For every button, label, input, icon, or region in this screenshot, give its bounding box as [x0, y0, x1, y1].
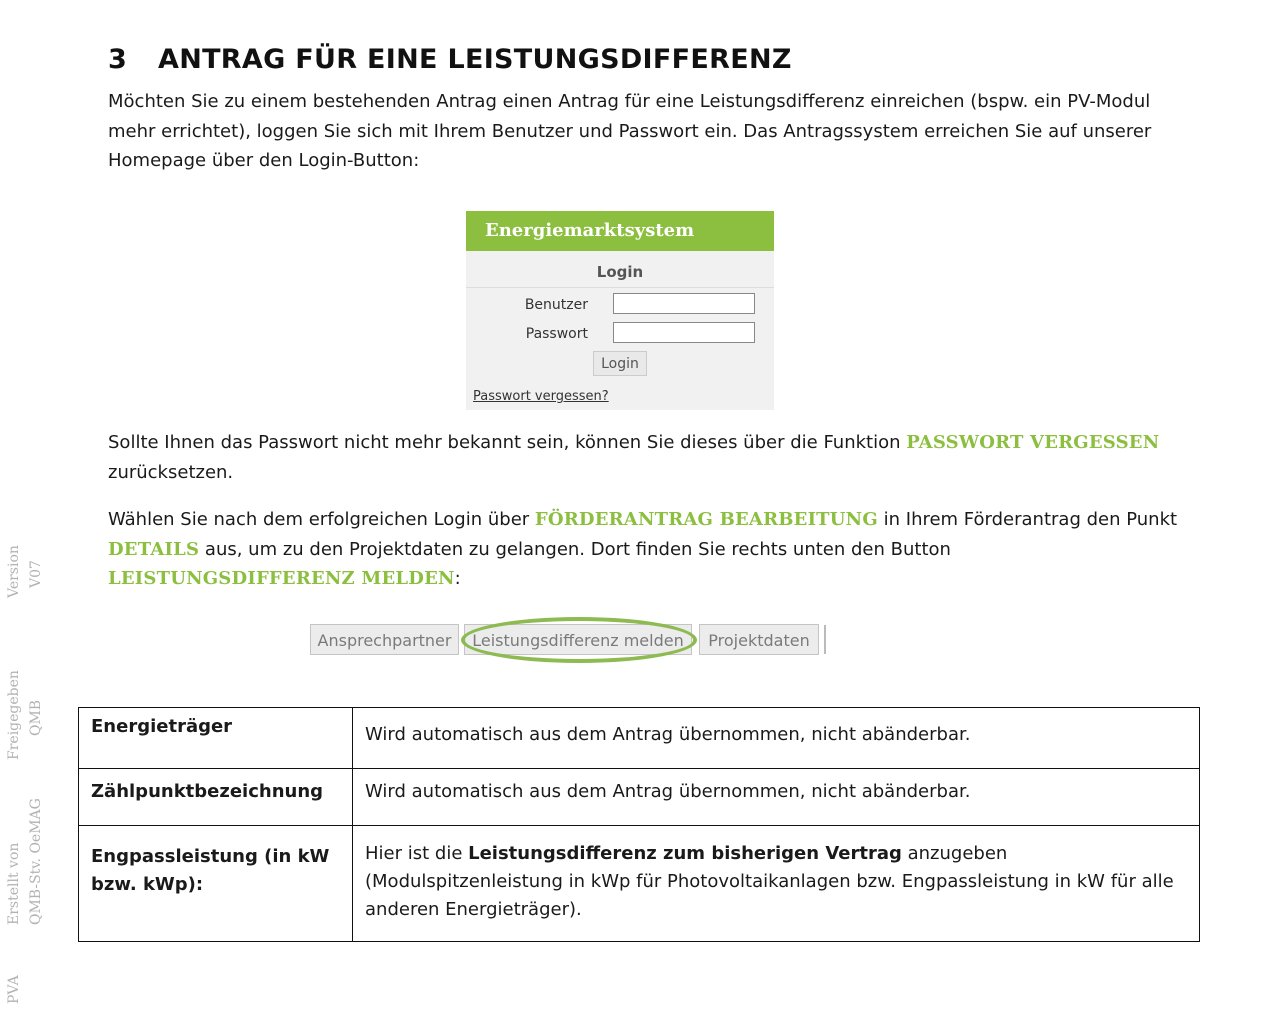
- table-value: Wird automatisch aus dem Antrag übernommen, nicht abänderbar.: [353, 769, 1200, 826]
- forgot-text-before: Sollte Ihnen das Passwort nicht mehr bekannt sein, können Sie dieses über die Funktion: [108, 432, 907, 453]
- contact-person-button[interactable]: Ansprechpartner: [310, 624, 459, 655]
- forgot-password-link[interactable]: Passwort vergessen?: [473, 389, 609, 404]
- section-number: 3: [108, 44, 128, 75]
- approved-label: Freigegeben: [6, 670, 22, 760]
- table-key: Zählpunktbezeichnung: [79, 769, 353, 826]
- select-text-4: :: [454, 568, 461, 589]
- table-row: [79, 826, 1200, 942]
- version-stamp: [3, 545, 47, 598]
- table-key: Energieträger: [79, 708, 353, 769]
- section-heading: [108, 44, 792, 75]
- select-highlight-3: LEISTUNGSDIFFERENZ MELDEN: [108, 568, 455, 589]
- user-input[interactable]: [613, 293, 755, 314]
- button-row-divider: [824, 625, 826, 654]
- created-value: QMB-Stv. OeMAG: [28, 798, 44, 925]
- created-stamp: [3, 798, 47, 925]
- project-data-button[interactable]: Projektdaten: [699, 624, 819, 655]
- forgot-paragraph: [108, 428, 1183, 487]
- approved-value: QMB: [28, 699, 44, 736]
- field-table: [78, 707, 1200, 942]
- select-text-2: in Ihrem Förderantrag den Punkt: [877, 509, 1178, 530]
- table-value-after: anzugeben (Modulspitzenleistung in kWp für Photovoltaikanlagen bzw. Engpassleistung in kW für alle anderen Energieträger).: [365, 843, 1174, 920]
- select-paragraph: [108, 505, 1183, 594]
- password-input[interactable]: [613, 322, 755, 343]
- select-highlight-1: FÖRDERANTRAG BEARBEITUNG: [534, 509, 878, 530]
- login-panel: [466, 211, 774, 410]
- select-text-3: aus, um zu den Projektdaten zu gelangen. Dort finden Sie rechts unten den Button: [199, 538, 951, 560]
- report-power-difference-button[interactable]: Leistungsdifferenz melden: [464, 624, 692, 655]
- table-value-bold: Leistungsdifferenz zum bisherigen Vertrag: [468, 843, 902, 864]
- user-label: Benutzer: [524, 297, 588, 313]
- forgot-highlight: PASSWORT VERGESSEN: [906, 432, 1160, 453]
- table-value-before: Hier ist die: [365, 843, 469, 864]
- section-title: ANTRAG FÜR EINE LEISTUNGSDIFFERENZ: [158, 44, 792, 75]
- version-value: V07: [28, 560, 44, 588]
- table-value: [353, 826, 1200, 942]
- login-divider: [466, 287, 774, 288]
- document-stamp: [3, 975, 25, 1004]
- login-button[interactable]: Login: [593, 351, 647, 376]
- forgot-text-after: zurücksetzen.: [108, 461, 234, 483]
- intro-paragraph: Möchten Sie zu einem bestehenden Antrag einen Antrag für eine Leistungsdifferenz einreichen (bspw. ein PV-Modul mehr errichtet), loggen Sie sich mit Ihrem Benutzer und Passwort ein. Das Antragssystem erreichen Sie auf unserer Homepage über den Login-Button:: [108, 91, 1152, 171]
- select-text-1: Wählen Sie nach dem erfolgreichen Login über: [108, 509, 535, 530]
- version-label: Version: [6, 545, 22, 598]
- login-title: Login: [596, 263, 644, 281]
- select-highlight-2: DETAILS: [108, 538, 200, 560]
- approved-stamp: [3, 670, 47, 760]
- table-row: [79, 708, 1200, 769]
- table-key: Engpassleistung (in kW bzw. kWp):: [79, 826, 353, 942]
- created-label: Erstellt von: [6, 842, 22, 925]
- password-label: Passwort: [525, 326, 588, 342]
- document-label: PVA: [6, 975, 22, 1004]
- table-row: [79, 769, 1200, 826]
- table-value: Wird automatisch aus dem Antrag übernommen, nicht abänderbar.: [353, 708, 1200, 769]
- login-panel-header: Energiemarktsystem: [466, 211, 774, 251]
